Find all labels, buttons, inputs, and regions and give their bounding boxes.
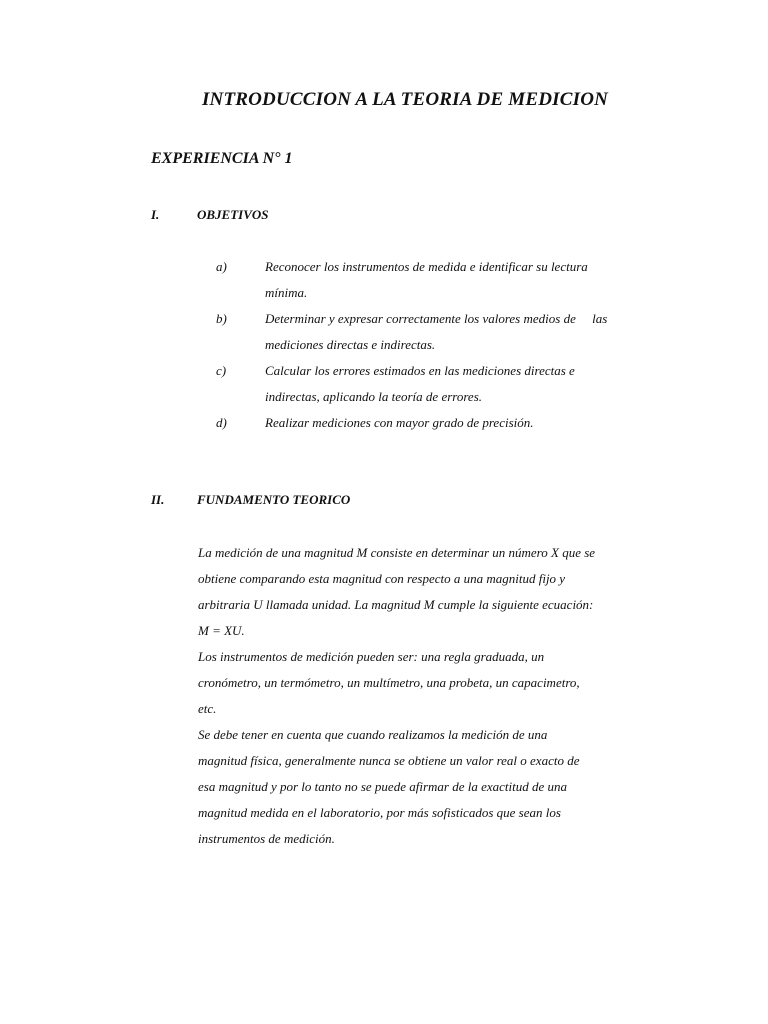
objective-line: indirectas, aplicando la teoría de errores. (265, 389, 483, 404)
section-title-fundamento: FUNDAMENTO TEORICO (197, 492, 351, 507)
paragraph-line: magnitud física, generalmente nunca se obtiene un valor real o exacto de (198, 753, 580, 768)
paragraph-line: M = XU. (198, 623, 245, 638)
paragraph-line: obtiene comparando esta magnitud con respecto a una magnitud fijo y (198, 571, 566, 586)
paragraph-line: esa magnitud y por lo tanto no se puede afirmar de la exactitud de una (198, 779, 568, 794)
objective-line: Realizar mediciones con mayor grado de precisión. (265, 415, 534, 430)
objective-line: Reconocer los instrumentos de medida e identificar su lectura (265, 259, 588, 274)
paragraph-line: Los instrumentos de medición pueden ser: una regla graduada, un (198, 649, 545, 664)
document-title: INTRODUCCION A LA TEORIA DE MEDICION (201, 89, 609, 110)
paragraph-line: La medición de una magnitud M consiste en determinar un número X que se (198, 545, 596, 560)
objective-letter: b) (216, 311, 227, 326)
section-number-fundamento: II. (151, 492, 165, 507)
section-title-objetivos: OBJETIVOS (197, 207, 269, 222)
paragraph-line: arbitraria U llamada unidad. La magnitud M cumple la siguiente ecuación: (198, 597, 594, 612)
fundamento-paragraph (198, 540, 668, 852)
objective-text (265, 254, 665, 306)
section-number-objetivos: I. (151, 207, 160, 222)
objective-text (265, 306, 665, 358)
objective-letter: d) (216, 415, 227, 430)
objective-text (265, 410, 665, 436)
objective-letter: c) (216, 363, 227, 378)
paragraph-line: Se debe tener en cuenta que cuando realizamos la medición de una (198, 727, 548, 742)
objective-line: mediciones directas e indirectas. (265, 337, 436, 352)
experiencia-heading: EXPERIENCIA N° 1 (151, 150, 293, 167)
paragraph-line: cronómetro, un termómetro, un multímetro, una probeta, un capacimetro, (198, 675, 580, 690)
paragraph-line: etc. (198, 701, 217, 716)
paragraph-line: instrumentos de medición. (198, 831, 335, 846)
objective-letter: a) (216, 259, 227, 274)
objective-text (265, 358, 665, 410)
objective-line: mínima. (265, 285, 308, 300)
paragraph-line: magnitud medida en el laboratorio, por más sofisticados que sean los (198, 805, 561, 820)
objective-line: Determinar y expresar correctamente los valores medios de las (265, 311, 608, 326)
objective-line: Calcular los errores estimados en las mediciones directas e (265, 363, 575, 378)
